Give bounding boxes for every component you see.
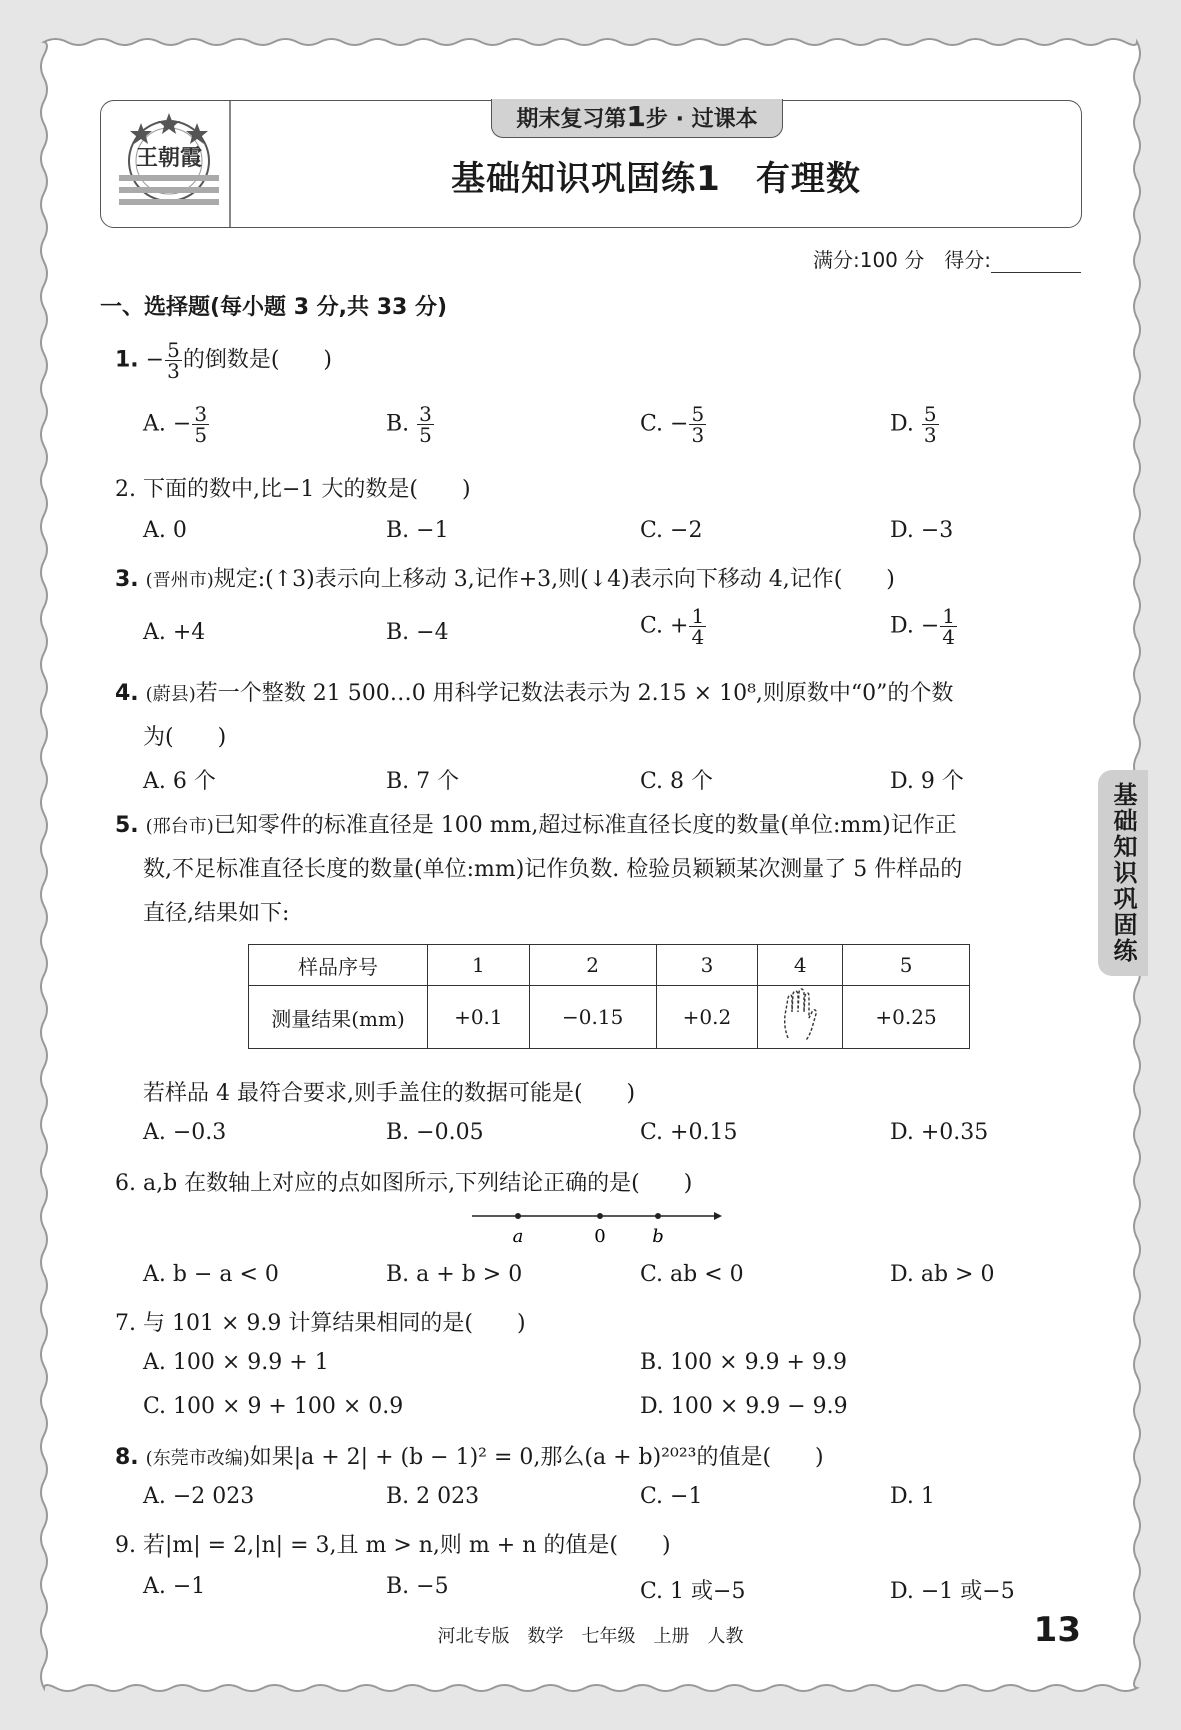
q1-option-c[interactable]: C. − $\frac{5}{3}$ [640,402,705,447]
table-cell: −0.15 [529,986,656,1049]
q9-option-b[interactable]: B. −5 [386,1574,449,1599]
q2-option-b[interactable]: B. −1 [386,518,449,543]
table-header-cell: 5 [843,945,970,986]
q4-option-a[interactable]: A. 6 个 [143,769,216,794]
question-5: 5. (邢台市)已知零件的标准直径是 100 mm,超过标准直径长度的数量(单位:mm)记作正 [115,813,957,838]
step-prefix: 期末复习第 [516,107,627,132]
q6-option-c[interactable]: C. ab < 0 [640,1262,744,1287]
q1-option-d[interactable]: D. $\frac{5}{3}$ [890,402,937,447]
side-section-tab[interactable]: 基础知识巩固练 [1098,770,1148,976]
question-source: (东莞市改编) [145,1448,250,1469]
step-suffix: 步 · 过课本 [645,107,758,132]
q6-option-a[interactable]: A. b − a < 0 [143,1262,279,1287]
page-number: 13 [1033,1610,1081,1650]
table-header-cell: 4 [758,945,843,986]
question-9: 9. 若|m| = 2,|n| = 3,且 m > n,则 m + n 的值是( ) [115,1533,671,1558]
fraction: $\frac{5}{3}$ [167,338,180,383]
score-line [813,244,1081,273]
q2-option-a[interactable]: A. 0 [143,518,187,543]
table-header-cell: 3 [656,945,758,986]
sample-table [248,944,970,1049]
q3-option-b[interactable]: B. −4 [386,620,449,645]
question-text: 已知零件的标准直径是 100 mm,超过标准直径长度的数量(单位:mm)记作正 [213,813,957,838]
table-cell: +0.2 [656,986,758,1049]
q1-option-b[interactable]: B. $\frac{3}{5}$ [386,402,432,447]
q9-option-d[interactable]: D. −1 或−5 [890,1579,1015,1604]
page-title: 基础知识巩固练1 有理数 [451,159,861,199]
q3-option-a[interactable]: A. +4 [143,620,206,645]
q4-option-c[interactable]: C. 8 个 [640,769,714,794]
point-b-label: b [652,1226,664,1247]
q9-option-a[interactable]: A. −1 [143,1574,206,1599]
section-title: 一、选择题(每小题 3 分,共 33 分) [100,295,448,320]
score-blank[interactable] [991,254,1081,273]
step-number: 1 [626,100,646,133]
question-source: (晋州市) [145,570,214,591]
q4-option-b[interactable]: B. 7 个 [386,769,460,794]
table-row [249,986,970,1049]
q5-option-b[interactable]: B. −0.05 [386,1120,484,1145]
hand-icon [780,988,820,1042]
question-6: 6. a,b 在数轴上对应的点如图所示,下列结论正确的是( ) [115,1171,693,1196]
q2-option-c[interactable]: C. −2 [640,518,703,543]
q7-option-d[interactable]: D. 100 × 9.9 − 9.9 [640,1394,848,1419]
footer-text: 河北专版 数学 七年级 上册 人教 [437,1626,744,1647]
q8-option-b[interactable]: B. 2 023 [386,1484,480,1509]
q5-option-c[interactable]: C. +0.15 [640,1120,738,1145]
header-box [100,100,1082,228]
table-cell: +0.25 [843,986,970,1049]
point-a-label: a [512,1226,524,1247]
q3-option-c[interactable]: C. + $\frac{1}{4}$ [640,604,705,649]
question-5-line2: 数,不足标准直径长度的数量(单位:mm)记作负数. 检验员颖颖某次测量了 5 件样品的 [143,857,963,882]
question-4-line2: 为( ) [143,725,227,750]
q8-option-d[interactable]: D. 1 [890,1484,935,1509]
question-5-prompt: 若样品 4 最符合要求,则手盖住的数据可能是( ) [143,1081,636,1106]
q4-option-d[interactable]: D. 9 个 [890,769,964,794]
zero-label: 0 [594,1226,606,1247]
question-source: (蔚县) [145,684,196,705]
question-text: 若一个整数 21 500…0 用科学记数法表示为 2.15 × 10⁸,则原数中“0”的个数 [195,681,954,706]
question-2: 2. 下面的数中,比−1 大的数是( ) [115,477,471,502]
q1-option-a[interactable]: A. − $\frac{3}{5}$ [143,402,208,447]
table-cell: +0.1 [428,986,530,1049]
q6-option-d[interactable]: D. ab > 0 [890,1262,995,1287]
table-header-cell: 1 [428,945,530,986]
table-cell: 测量结果(mm) [249,986,428,1049]
q5-option-a[interactable]: A. −0.3 [143,1120,227,1145]
table-row [249,945,970,986]
table-header-cell: 样品序号 [249,945,428,986]
question-source: (邢台市) [145,816,214,837]
q8-option-a[interactable]: A. −2 023 [143,1484,255,1509]
q5-option-d[interactable]: D. +0.35 [890,1120,989,1145]
question-4: 4. (蔚县)若一个整数 21 500…0 用科学记数法表示为 2.15 × 10⁸,则原数中“0”的个数 [115,681,954,706]
score-label: 满分:100 分 得分: [812,248,991,272]
table-cell-hidden [758,986,843,1049]
q8-option-c[interactable]: C. −1 [640,1484,703,1509]
minus-sign: − [145,347,165,373]
table-header-cell: 2 [529,945,656,986]
question-text: 如果|a + 2| + (b − 1)² = 0,那么(a + b)²⁰²³的值是( ) [249,1445,824,1470]
question-number: 1. [115,347,139,373]
step-tab [491,99,783,138]
q7-option-b[interactable]: B. 100 × 9.9 + 9.9 [640,1350,847,1375]
q7-option-a[interactable]: A. 100 × 9.9 + 1 [143,1350,329,1375]
q6-option-b[interactable]: B. a + b > 0 [386,1262,523,1287]
question-5-line3: 直径,结果如下: [143,901,290,926]
q7-option-c[interactable]: C. 100 × 9 + 100 × 0.9 [143,1394,404,1419]
q2-option-d[interactable]: D. −3 [890,518,954,543]
question-7: 7. 与 101 × 9.9 计算结果相同的是( ) [115,1311,526,1336]
question-text: 规定:(↑3)表示向上移动 3,记作+3,则(↓4)表示向下移动 4,记作( ) [213,567,895,592]
number-line [470,1200,730,1250]
q3-option-d[interactable]: D. − $\frac{1}{4}$ [890,604,956,649]
question-text: 的倒数是( ) [182,347,333,373]
logo-text: 王朝霞 [135,145,202,171]
q9-option-c[interactable]: C. 1 或−5 [640,1579,746,1604]
question-1 [115,340,332,381]
question-3: 3. (晋州市)规定:(↑3)表示向上移动 3,记作+3,则(↓4)表示向下移动 4,记作( ) [115,567,895,592]
question-8: 8. (东莞市改编)如果|a + 2| + (b − 1)² = 0,那么(a + b)²⁰²³的值是( ) [115,1445,824,1470]
